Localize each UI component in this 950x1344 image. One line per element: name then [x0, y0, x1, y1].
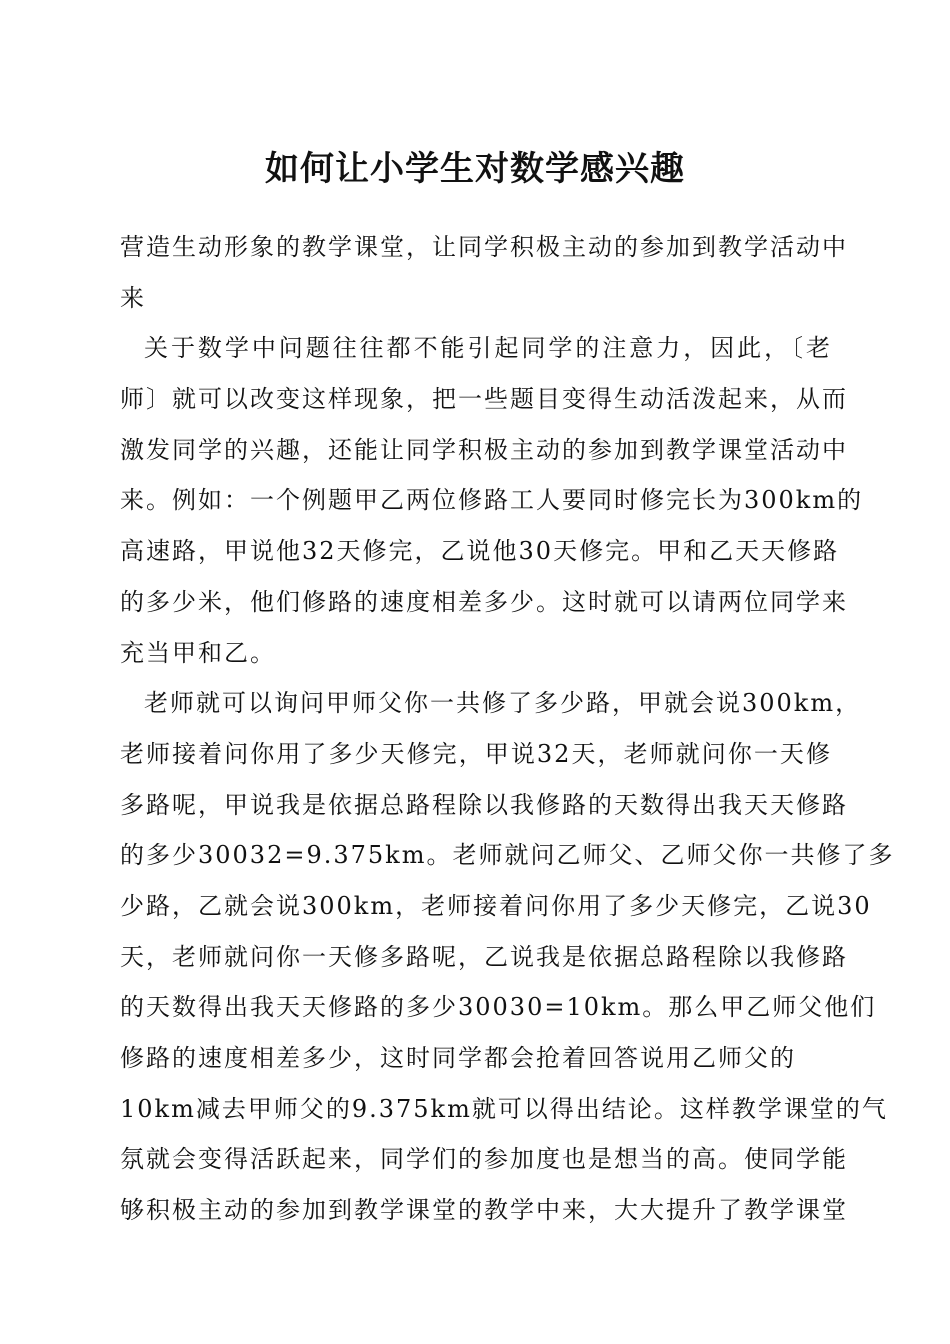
- body-line: 氛就会变得活跃起来，同学们的参加度也是想当的高。使同学能: [120, 1145, 848, 1174]
- body-line: 关于数学中问题往往都不能引起同学的注意力，因此，〔老: [144, 334, 832, 363]
- body-line: 老师接着问你用了多少天修完，甲说32天，老师就问你一天修: [120, 739, 832, 768]
- body-line: 天，老师就问你一天修多路呢，乙说我是依据总路程除以我修路: [120, 942, 848, 971]
- body-line: 少路，乙就会说300km，老师接着问你用了多少天修完，乙说30: [120, 891, 872, 920]
- body-line: 修路的速度相差多少，这时同学都会抢着回答说用乙师父的: [120, 1044, 796, 1072]
- body-line: 的多少30032=9.375km。老师就问乙师父、乙师父你一共修了多: [120, 841, 895, 870]
- body-line: 高速路，甲说他32天修完，乙说他30天修完。甲和乙天天修路: [120, 537, 840, 566]
- body-line: 营造生动形象的教学课堂，让同学积极主动的参加到教学活动中: [120, 233, 848, 261]
- body-line: 师〕就可以改变这样现象，把一些题目变得生动活泼起来，从而: [120, 385, 848, 414]
- body-line: 激发同学的兴趣，还能让同学积极主动的参加到教学课堂活动中: [120, 435, 848, 464]
- body-line: 够积极主动的参加到教学课堂的教学中来，大大提升了教学课堂: [120, 1196, 848, 1225]
- body-line: 充当甲和乙。: [120, 638, 276, 667]
- document-body: [120, 222, 895, 1236]
- body-line: 的多少米，他们修路的速度相差多少。这时就可以请两位同学来: [120, 587, 848, 616]
- body-line: 来: [120, 283, 146, 312]
- body-line: 多路呢，甲说我是依据总路程除以我修路的天数得出我天天修路: [120, 790, 848, 819]
- body-line: 的天数得出我天天修路的多少30030=10km。那么甲乙师父他们: [120, 993, 877, 1022]
- body-line: 老师就可以询问甲师父你一共修了多少路，甲就会说300km，: [144, 689, 862, 718]
- document-title: 如何让小学生对数学感兴趣: [265, 149, 685, 189]
- body-line: 来。例如：一个例题甲乙两位修路工人要同时修完长为300km的: [120, 486, 864, 515]
- body-line: 10km减去甲师父的9.375km就可以得出结论。这样教学课堂的气: [120, 1094, 888, 1123]
